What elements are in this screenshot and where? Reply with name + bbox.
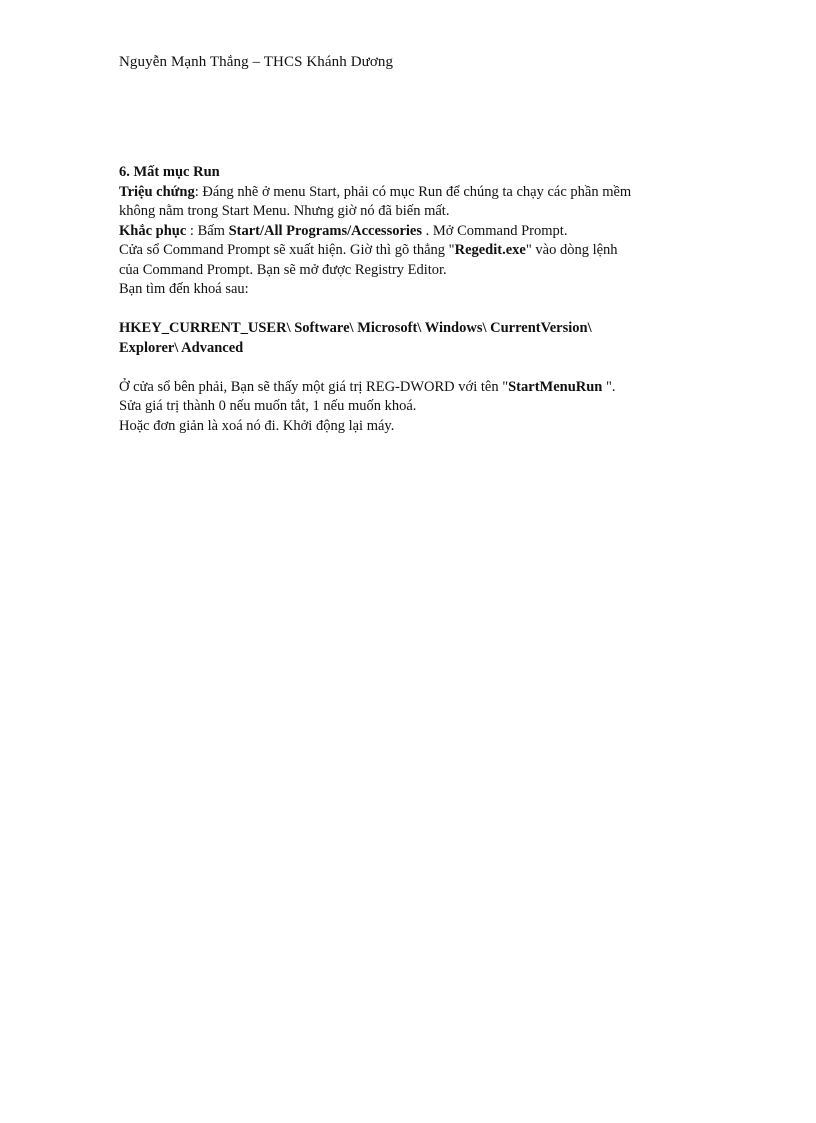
registry-key-line-1 [119,319,699,339]
step-1a: Cửa sổ Command Prompt sẽ xuất hiện. Giờ thì gõ thẳng " [119,242,455,258]
step-line-3: Bạn tìm đến khoá sau: [119,281,249,297]
delete-line: Hoặc đơn giản là xoá nó đi. Khởi động lại máy. [119,417,395,434]
symptom-line-2: không nằm trong Start Menu. Nhưng giờ nó đã biến mất. [119,203,450,219]
value-a: Ở cửa sổ bên phải, Bạn sẽ thấy một giá trị REG-DWORD với tên " [119,378,509,395]
registry-key-1: HKEY_CURRENT_USER\ Software\ Microsoft\ Windows\ CurrentVersion\ [119,320,592,336]
fix-line [119,222,699,242]
step-line-2: của Command Prompt. Bạn sẽ mở được Registry Editor. [119,261,447,278]
fix-post: . Mở Command Prompt. [422,222,568,239]
step-1b: " vào dòng lệnh [525,242,618,258]
registry-key-2: Explorer\ Advanced [119,339,244,356]
fix-pre: : Bấm [186,222,229,239]
value-line [119,378,699,398]
spacer [119,358,699,378]
symptom-line-1 [119,183,699,203]
page-header: Nguyễn Mạnh Thắng – THCS Khánh Dương [119,54,394,70]
fix-label: Khắc phục [119,222,187,239]
spacer [119,300,699,320]
edit-line: Sửa giá trị thành 0 nếu muốn tắt, 1 nếu muốn khoá. [119,398,417,414]
symptom-text-1: : Đáng nhẽ ở menu Start, phải có mục Run để chúng ta chạy các phần mềm [194,183,632,200]
value-b: ". [602,378,616,395]
section-title-text: 6. Mất mục Run [119,164,220,180]
document-body [119,163,699,436]
symptom-label: Triệu chứng [119,183,195,200]
step-line-1 [119,241,699,261]
regedit-command: Regedit.exe [454,242,526,258]
value-name: StartMenuRun [508,378,603,395]
registry-key-line-2 [119,339,699,359]
section-title [119,163,699,183]
fix-path: Start/All Programs/Accessories [228,222,423,239]
